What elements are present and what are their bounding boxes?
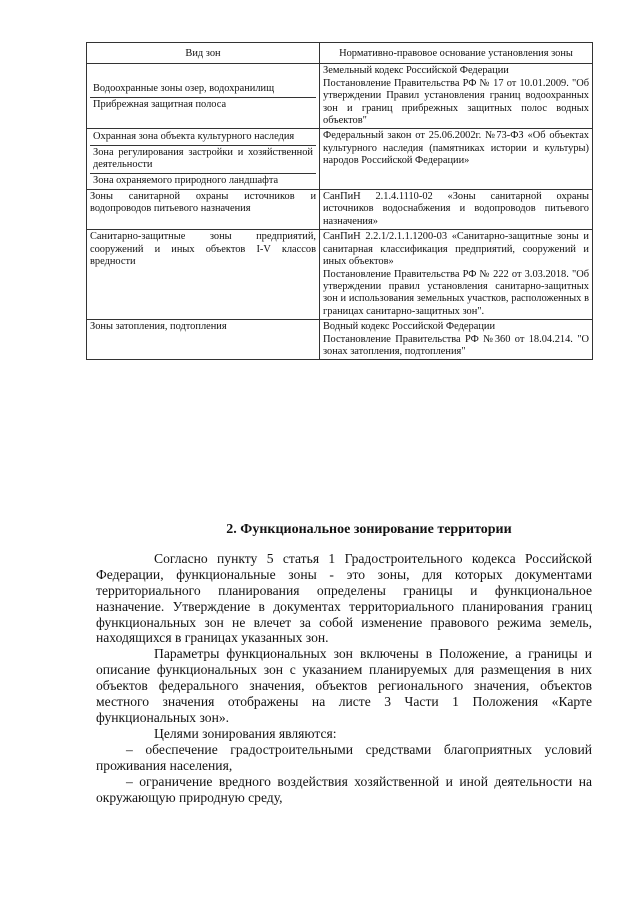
- paragraph: Параметры функциональных зон включены в Положение, а границы и описание функциональных зон с указанием планируемых для размещения в них объектов федерального значения, объектов регионального значения, объектов местного значения отображены на листе 3 Части 1 Положения «Карте функциональных зон».: [96, 646, 592, 725]
- basis-cell: [320, 230, 593, 320]
- zone-name: Прибрежная защитная полоса: [93, 98, 227, 110]
- table-row: [87, 64, 593, 129]
- basis-text: Федеральный закон от 25.06.2002г. №73-ФЗ «Об объектах культурного наследия (памятниках истории и культуры) народов Российской Федерации»: [323, 130, 589, 167]
- basis-cell: [320, 129, 593, 190]
- zone-cell: [87, 320, 320, 360]
- basis-text: Постановление Правительства РФ №360 от 18.04.214. "О зонах затопления, подтопления": [323, 333, 589, 357]
- zone-name: Санитарно-защитные зоны предприятий, сооружений и иных объектов I-V классов вредности: [90, 231, 316, 268]
- paragraph: Целями зонирования являются:: [154, 725, 337, 741]
- zone-name: Зона регулирования застройки и хозяйственной деятельности: [90, 146, 316, 174]
- zone-cell: [87, 129, 320, 190]
- paragraph: Согласно пункту 5 статья 1 Градостроительного кодекса Российской Федерации, функциональные зоны - это зоны, для которых документами территориального планирования определены границы и функциональное назначение. Утверждение в документах территориального планирования границ функциональных зон не влечет за собой изменение правового режима земель, находящихся в границах указанных зон.: [96, 550, 592, 646]
- header-zone-type: Вид зон: [87, 43, 320, 64]
- table-header-row: [87, 43, 593, 64]
- list-item: – обеспечение градостроительными средствами благоприятных условий проживания населения,: [96, 741, 592, 773]
- zone-name: Зона охраняемого природного ландшафта: [93, 174, 279, 186]
- basis-text: Водный кодекс Российской Федерации: [323, 321, 496, 333]
- table-row: [87, 129, 593, 190]
- basis-text: Земельный кодекс Российской Федерации: [323, 65, 509, 77]
- section-heading: 2. Функциональное зонирование территории: [226, 522, 512, 537]
- zone-name: Зоны санитарной охраны источников и водопроводов питьевого назначения: [90, 191, 316, 215]
- table-row: [87, 190, 593, 230]
- zone-cell: [87, 230, 320, 320]
- zone-name: Зоны затопления, подтопления: [90, 321, 227, 333]
- basis-text: СанПиН 2.1.4.1110-02 «Зоны санитарной охраны источников водоснабжения и водопроводов питьевого назначения»: [323, 191, 589, 227]
- zone-name: Водоохранные зоны озер, водохранилищ: [90, 82, 316, 97]
- basis-cell: [320, 190, 593, 230]
- basis-cell: [320, 320, 593, 360]
- basis-text: Постановление Правительства РФ № 222 от 3.03.2018. "Об утверждении правил установления санитарно-защитных зон и использования земельных участков, расположенных в границах санитарно-защитных зон".: [323, 268, 589, 317]
- section-body: [96, 522, 592, 805]
- basis-cell: [320, 64, 593, 129]
- basis-text: СанПиН 2.2.1/2.1.1.1200-03 «Санитарно-защитные зоны и санитарная классификация предприятий, сооружений и иных объектов»: [323, 231, 589, 268]
- table-row: [87, 320, 593, 360]
- list-item: – ограничение вредного воздействия хозяйственной и иной деятельности на окружающую природную среду,: [96, 773, 592, 805]
- table-row: [87, 230, 593, 320]
- zone-cell: [87, 64, 320, 129]
- basis-text: Постановление Правительства РФ № 17 от 10.01.2009. "Об утверждении Правил установления границ водоохранных зон и границ прибрежных защитных полос водных объектов": [323, 77, 589, 127]
- zones-table: [86, 42, 593, 360]
- zone-name: Охранная зона объекта культурного наследия: [90, 130, 316, 145]
- header-legal-basis: Нормативно-правовое основание установления зоны: [320, 43, 593, 64]
- zone-cell: [87, 190, 320, 230]
